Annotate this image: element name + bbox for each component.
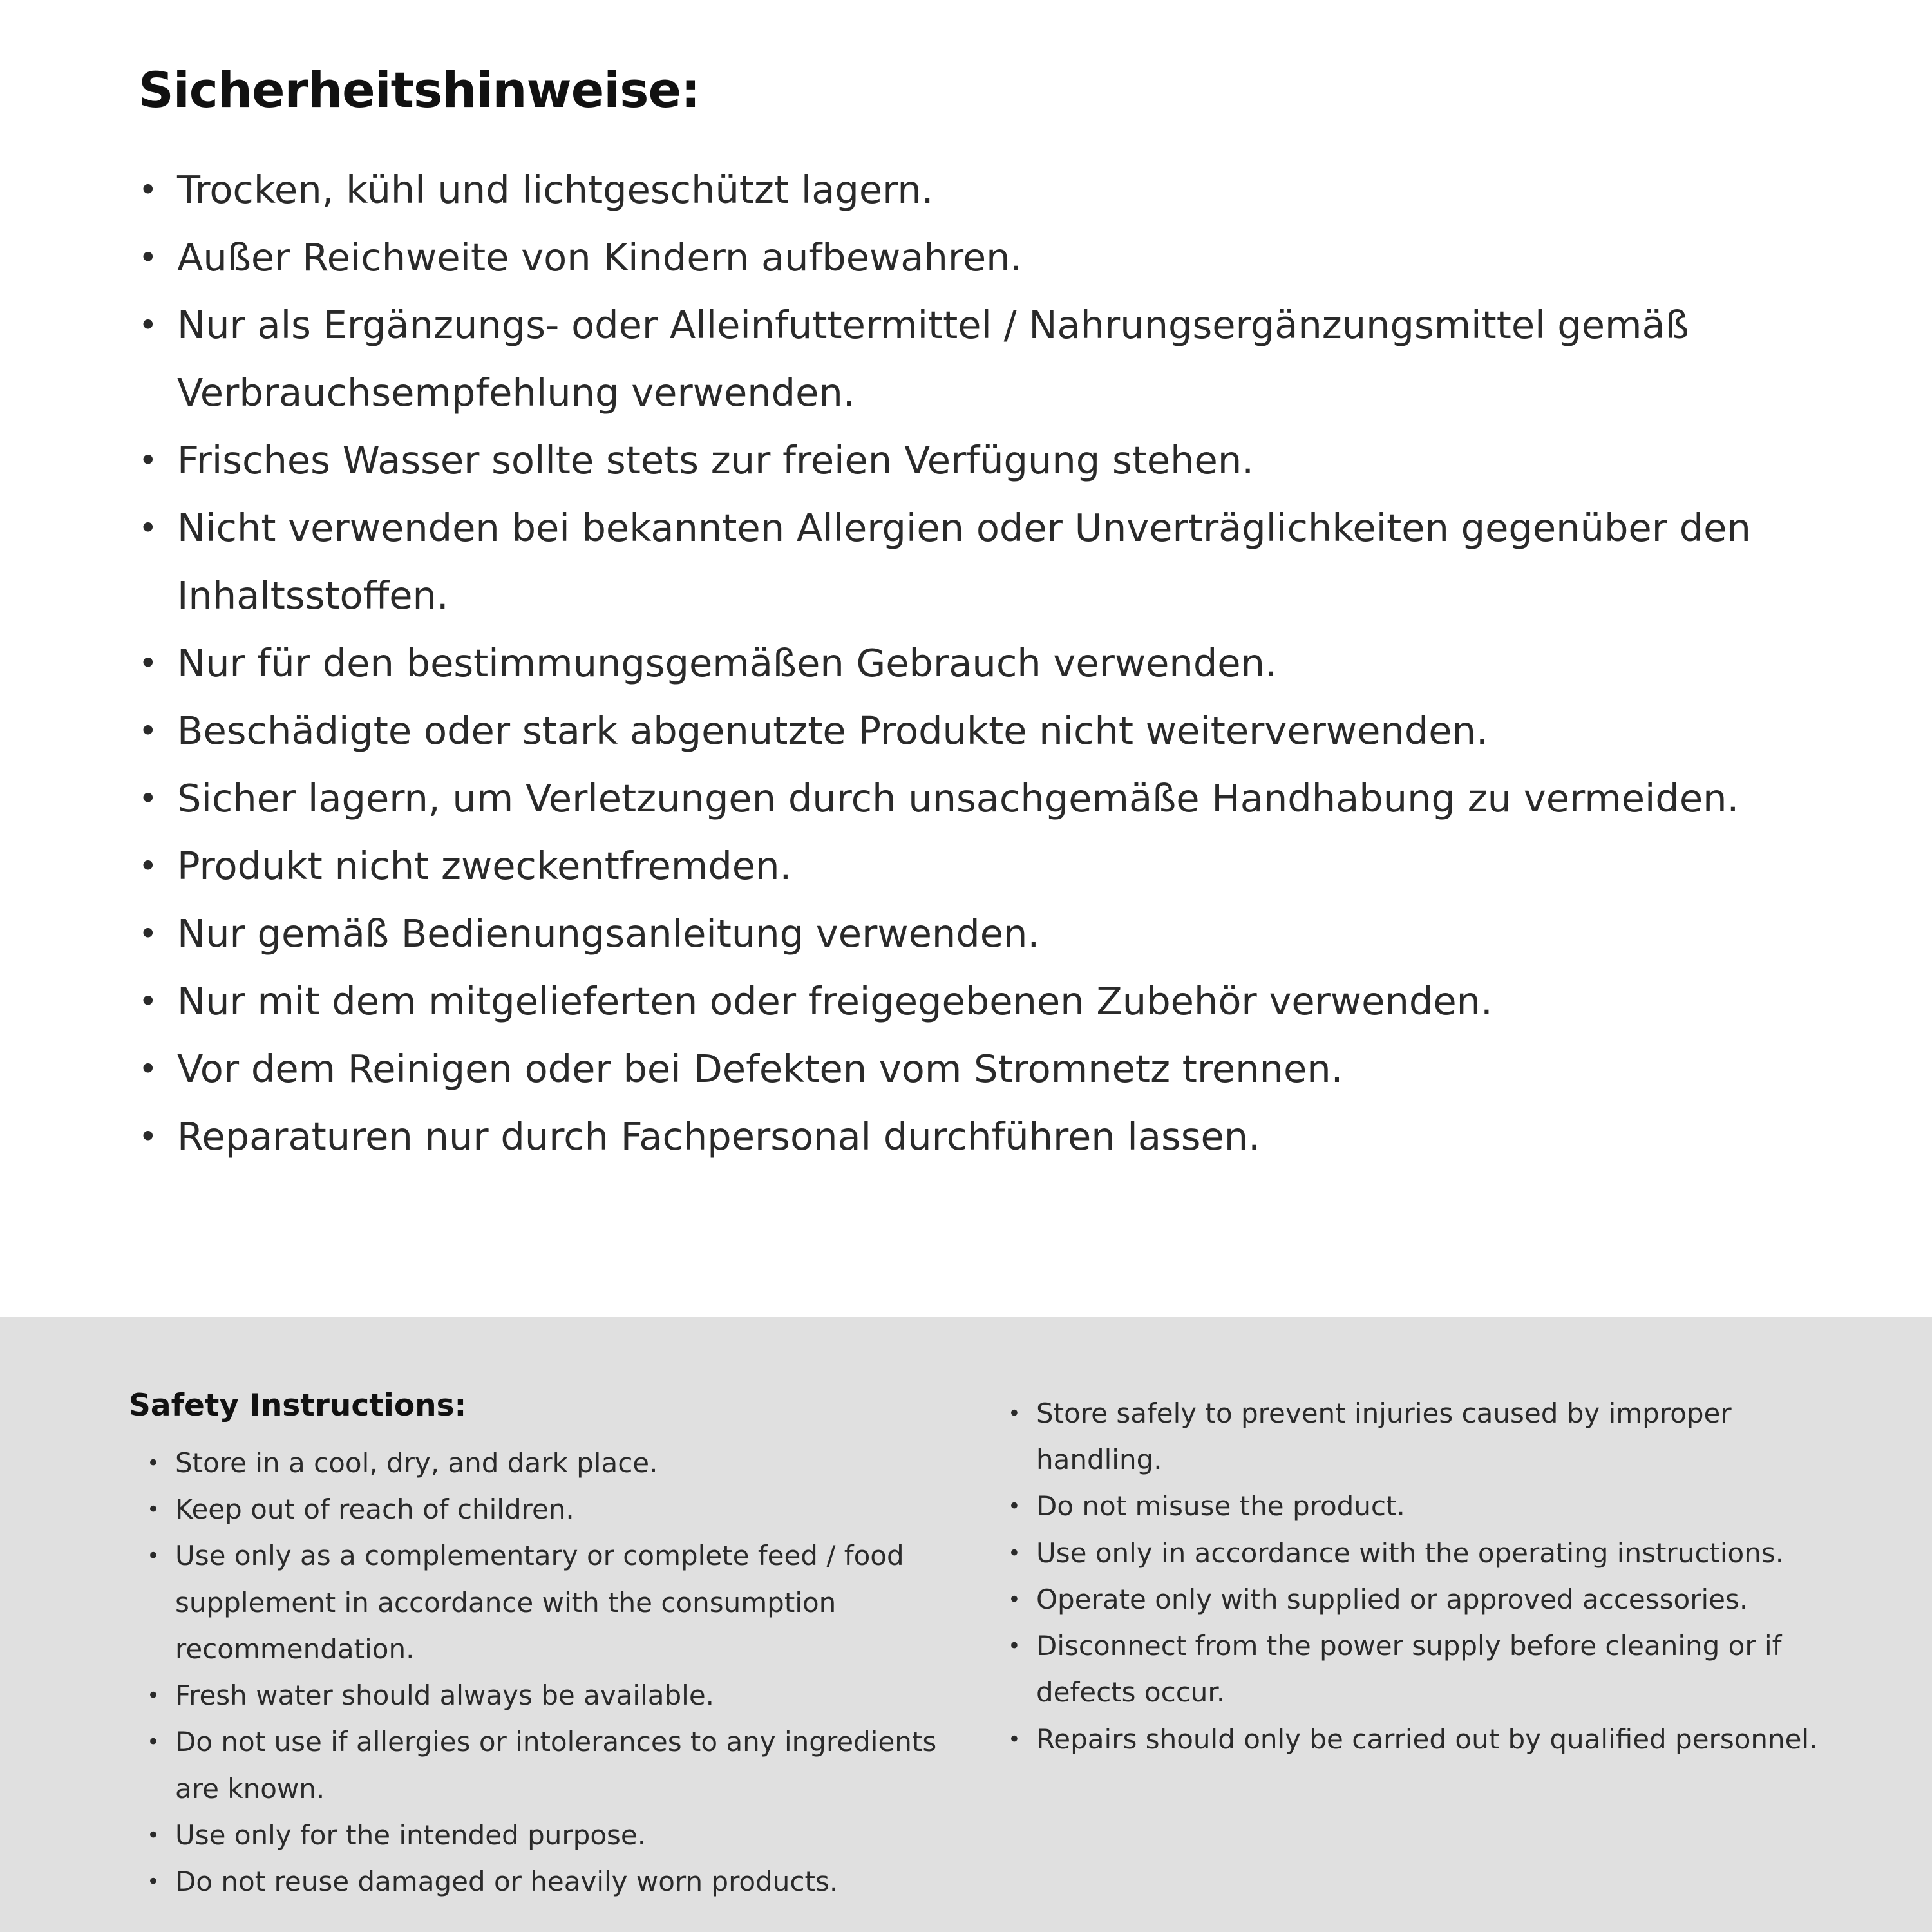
list-item: • Nicht verwenden bei bekannten Allergien oder Unverträglichkeiten gegenüber den Inhaltsstoffen. [138, 494, 1826, 629]
list-item: • Do not reuse damaged or heavily worn products. [147, 1859, 950, 1905]
list-item: • Nur gemäß Bedienungsanleitung verwenden. [138, 900, 1826, 967]
english-left-column [129, 1388, 950, 1906]
german-safety-list [138, 156, 1826, 1170]
list-item: • Sicher lagern, um Verletzungen durch unsachgemäße Handhabung zu vermeiden. [138, 764, 1826, 832]
list-item: • Store safely to prevent injuries caused by improper handling. [1008, 1390, 1829, 1483]
list-item: • Beschädigte oder stark abgenutzte Produkte nicht weiterverwenden. [138, 697, 1826, 764]
english-right-column [1008, 1388, 1829, 1906]
list-item: • Do not misuse the product. [1008, 1483, 1829, 1530]
list-item: • Use only for the intended purpose. [147, 1812, 950, 1859]
list-item: • Store in a cool, dry, and dark place. [147, 1440, 950, 1486]
list-item: • Fresh water should always be available. [147, 1672, 950, 1719]
list-item: • Reparaturen nur durch Fachpersonal durchführen lassen. [138, 1103, 1826, 1170]
list-item: • Nur als Ergänzungs- oder Alleinfuttermittel / Nahrungsergänzungsmittel gemäß Verbrauchsempfehlung verwenden. [138, 291, 1826, 426]
list-item: • Produkt nicht zweckentfremden. [138, 832, 1826, 900]
list-item: • Nur mit dem mitgelieferten oder freigegebenen Zubehör verwenden. [138, 967, 1826, 1035]
english-safety-list-left [147, 1440, 950, 1905]
german-section-title: Sicherheitshinweise: [138, 61, 700, 118]
list-item: • Use only as a complementary or complete feed / food supplement in accordance with the consumption recommendation. [147, 1533, 950, 1672]
english-safety-list-right [1008, 1390, 1829, 1763]
list-item: • Disconnect from the power supply before cleaning or if defects occur. [1008, 1623, 1829, 1716]
list-item: • Use only in accordance with the operating instructions. [1008, 1530, 1829, 1577]
english-safety-section [0, 1317, 1932, 1932]
list-item: • Operate only with supplied or approved accessories. [1008, 1577, 1829, 1623]
list-item: • Repairs should only be carried out by qualified personnel. [1008, 1716, 1829, 1763]
list-item: • Frisches Wasser sollte stets zur freien Verfügung stehen. [138, 426, 1826, 494]
list-item: • Außer Reichweite von Kindern aufbewahren. [138, 223, 1826, 291]
list-item: • Do not use if allergies or intolerances to any ingredients are known. [147, 1719, 950, 1812]
list-item: • Trocken, kühl und lichtgeschützt lagern. [138, 156, 1826, 223]
list-item: • Keep out of reach of children. [147, 1486, 950, 1533]
list-item: • Vor dem Reinigen oder bei Defekten vom Stromnetz trennen. [138, 1035, 1826, 1103]
english-section-title: Safety Instructions: [129, 1388, 467, 1423]
list-item: • Nur für den bestimmungsgemäßen Gebrauch verwenden. [138, 629, 1826, 697]
